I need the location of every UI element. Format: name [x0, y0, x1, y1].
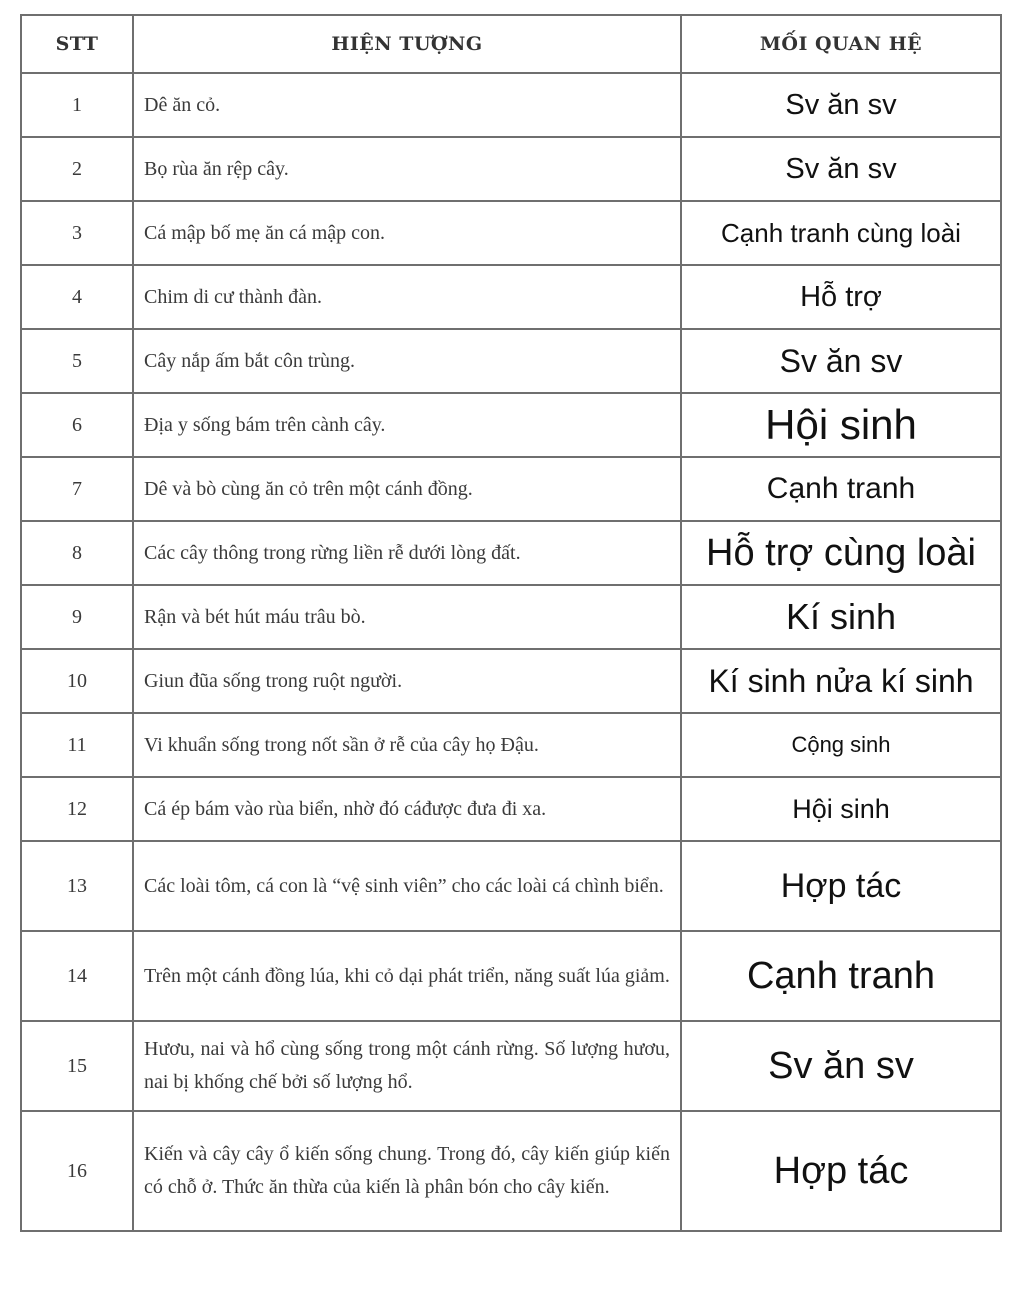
table-row [21, 713, 1001, 777]
row-relationship: Hội sinh [681, 393, 1001, 457]
row-phenomenon: Chim di cư thành đàn. [133, 265, 681, 329]
row-relationship: Hợp tác [681, 841, 1001, 931]
row-relationship: Hợp tác [681, 1111, 1001, 1231]
row-phenomenon: Các loài tôm, cá con là “vệ sinh viên” cho các loài cá chình biển. [133, 841, 681, 931]
row-phenomenon: Dê và bò cùng ăn cỏ trên một cánh đồng. [133, 457, 681, 521]
row-phenomenon: Trên một cánh đồng lúa, khi cỏ dại phát triển, năng suất lúa giảm. [133, 931, 681, 1021]
row-phenomenon: Dê ăn cỏ. [133, 73, 681, 137]
row-relationship: Sv ăn sv [681, 1021, 1001, 1111]
row-relationship: Cạnh tranh [681, 457, 1001, 521]
row-stt: 14 [21, 931, 133, 1021]
row-relationship: Sv ăn sv [681, 137, 1001, 201]
row-stt: 10 [21, 649, 133, 713]
row-phenomenon: Giun đũa sống trong ruột người. [133, 649, 681, 713]
row-stt: 5 [21, 329, 133, 393]
table-row [21, 329, 1001, 393]
row-phenomenon: Cây nắp ấm bắt côn trùng. [133, 329, 681, 393]
row-phenomenon: Hươu, nai và hổ cùng sống trong một cánh rừng. Số lượng hươu, nai bị khống chế bởi số lượng hổ. [133, 1021, 681, 1111]
table-row [21, 841, 1001, 931]
relationship-table [20, 14, 1002, 1232]
row-relationship: Sv ăn sv [681, 73, 1001, 137]
row-relationship: Cộng sinh [681, 713, 1001, 777]
table-row [21, 1111, 1001, 1231]
table-row [21, 521, 1001, 585]
row-stt: 12 [21, 777, 133, 841]
row-phenomenon: Rận và bét hút máu trâu bò. [133, 585, 681, 649]
row-stt: 13 [21, 841, 133, 931]
row-phenomenon: Địa y sống bám trên cành cây. [133, 393, 681, 457]
row-stt: 9 [21, 585, 133, 649]
row-phenomenon: Các cây thông trong rừng liền rễ dưới lòng đất. [133, 521, 681, 585]
row-stt: 1 [21, 73, 133, 137]
row-stt: 16 [21, 1111, 133, 1231]
table-row [21, 201, 1001, 265]
table-row [21, 73, 1001, 137]
row-phenomenon: Bọ rùa ăn rệp cây. [133, 137, 681, 201]
row-relationship: Sv ăn sv [681, 329, 1001, 393]
table-row [21, 265, 1001, 329]
worksheet-table-container [20, 14, 1000, 1232]
row-relationship: Cạnh tranh cùng loài [681, 201, 1001, 265]
row-phenomenon: Vi khuẩn sống trong nốt sần ở rễ của cây họ Đậu. [133, 713, 681, 777]
row-relationship: Kí sinh nửa kí sinh [681, 649, 1001, 713]
header-stt: STT [21, 15, 133, 73]
header-row [21, 15, 1001, 73]
row-relationship: Hỗ trợ [681, 265, 1001, 329]
row-phenomenon: Cá ép bám vào rùa biển, nhờ đó cáđược đưa đi xa. [133, 777, 681, 841]
header-relationship: MỐI QUAN HỆ [681, 15, 1001, 73]
row-stt: 11 [21, 713, 133, 777]
row-relationship: Cạnh tranh [681, 931, 1001, 1021]
row-phenomenon: Kiến và cây cây ổ kiến sống chung. Trong đó, cây kiến giúp kiến có chỗ ở. Thức ăn thừa của kiến là phân bón cho cây kiến. [133, 1111, 681, 1231]
row-relationship: Hỗ trợ cùng loài [681, 521, 1001, 585]
table-row [21, 457, 1001, 521]
table-row [21, 777, 1001, 841]
row-stt: 6 [21, 393, 133, 457]
row-stt: 2 [21, 137, 133, 201]
row-stt: 15 [21, 1021, 133, 1111]
table-row [21, 931, 1001, 1021]
table-row [21, 137, 1001, 201]
header-phenomenon: HIỆN TƯỢNG [133, 15, 681, 73]
table-row [21, 649, 1001, 713]
row-relationship: Kí sinh [681, 585, 1001, 649]
row-phenomenon: Cá mập bố mẹ ăn cá mập con. [133, 201, 681, 265]
row-stt: 4 [21, 265, 133, 329]
row-relationship: Hội sinh [681, 777, 1001, 841]
row-stt: 8 [21, 521, 133, 585]
row-stt: 3 [21, 201, 133, 265]
table-row [21, 393, 1001, 457]
table-row [21, 585, 1001, 649]
table-row [21, 1021, 1001, 1111]
row-stt: 7 [21, 457, 133, 521]
